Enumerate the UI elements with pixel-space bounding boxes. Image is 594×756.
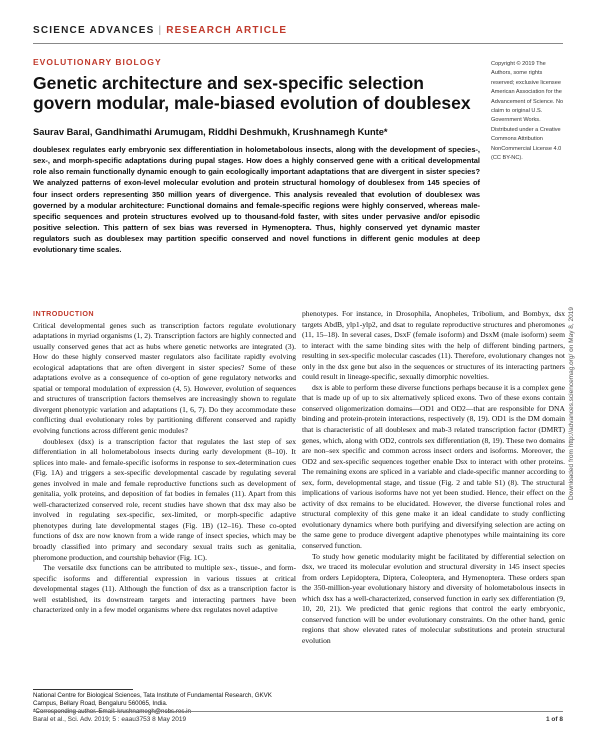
category-label: EVOLUTIONARY BIOLOGY	[33, 57, 162, 67]
copyright-notice: Copyright © 2019 The Authors, some rights reserved; exclusive licensee American Association for the Advancement of Science. No claim to original U.S. Government Works. Distributed under a Creative Commons Attribution NonCommercial License 4.0 (CC BY-NC).	[491, 61, 564, 162]
article-title: Genetic architecture and sex-specific selection govern modular, male-biased evolution of doublesex	[33, 73, 471, 113]
affiliation-block	[33, 692, 296, 717]
left-column	[33, 309, 296, 616]
journal-name: SCIENCE ADVANCES	[33, 25, 155, 36]
affiliation: National Centre for Biological Sciences, Tata Institute of Fundamental Research, GKVK Campus, Bellary Road, Bengaluru 560065, India.	[33, 692, 272, 708]
journal-header	[33, 25, 287, 36]
footer-citation: Baral et al., Sci. Adv. 2019; 5 : eaau3753 8 May 2019	[33, 716, 187, 723]
author-list: Saurav Baral, Gandhimathi Arumugam, Riddhi Deshmukh, Krushnamegh Kunte*	[33, 127, 388, 137]
header-rule	[33, 43, 563, 44]
paragraph: phenotypes. For instance, in Drosophila, Anopheles, Tribolium, and Bombyx, dsx targets AbdB, ylp1-ylp2, and dsat to regulate reproductive structures and pheromones (11, 15–18). In several cases, DsxF (female isoform) and DsxM (male isoform) seem to interact with the same binding sites with the help of different binding partners, resulting in sex-specific molecular cascades (11). Therefore, evolutionary changes not only in the dsx gene but also in the sequences or structures of its interacting partners could result in lineage-specific, sexually dimorphic novelties.	[302, 309, 565, 382]
affiliation-rule	[33, 689, 133, 690]
paragraph: dsx is able to perform these diverse functions perhaps because it is a complex gene that is made up of up to six alternatively spliced exons. Two of these exons contain conserved oligomerization domains—OD1 and OD2—that are responsible for DNA binding and protein-protein interactions, respectively (8, 19). OD1 is the DM domain that is characteristic of all doublesex and mab-3 related transcription factor (DMRT) genes, which, along with OD2, controls sex differentiation (8, 19). These two domains are non–sex specific and common across insect orders and isoforms. Moreover, the OD2 and sex-specific sequences together enable Dsx to interact with other proteins. The remaining exons are spliced in a variable and clade-specific manner according to sex, form, developmental stage, and tissue (Fig. 2 and table S1) (8). The structural implications of various isoforms have not yet been studied. Hence, their effect on the activity of dsx remains to be elucidated. However, the diverse functional roles and structural complexity of this gene make it an ideal candidate to study conflicting evolutionary dynamics where both purifying and diversifying selection are acting on the same gene to produce divergent adaptive phenotypes while maintaining its core conserved function.	[302, 382, 565, 551]
paragraph: doublesex (dsx) is a transcription factor that regulates the last step of sex differentiation in all holometabolous insects during early development (8–10). It splices into male- and female-specific isoforms in response to sex-determination cues (Fig. 1A) and triggers a sex-specific developmental cascade by regulating several genes involved in male and female reproductive functions such as development of genitalia, yolk proteins, and deposition of fat bodies in females (11). Apart from this well-characterized conserved role, recent studies have shown that dsx may also be involved in regulating sex-specific, sex-limited, or morph-specific adaptive phenotypes during late developmental stages (Fig. 1B) (12–16). These co-opted functions of dsx are now known from a wide range of insect species, which may be broadly classified into primary and secondary sexual traits such as genitalia, pheromone production, and courtship behavior (Fig. 1C).	[33, 436, 296, 562]
paragraph: To study how genetic modularity might be facilitated by differential selection on dsx, we traced its molecular evolution and structural diversity in 145 insect species from orders Lepidoptera, Diptera, Coleoptera, and Hymenoptera. These orders span the 350-million-year evolutionary history and diversity of holometabolous insects in which dsx has a well-characterized, conserved function in early sex differentiation (9, 10, 20, 21). We predicted that genic regions that control the early embryonic, conserved function will be under evolutionary constraints. On the other hand, genic regions that show elevated rates of molecular substitutions and protein structural evolution	[302, 551, 565, 645]
article-section: RESEARCH ARTICLE	[166, 25, 288, 36]
footer-rule	[33, 711, 563, 712]
header-divider: |	[158, 25, 163, 36]
intro-heading: INTRODUCTION	[33, 309, 95, 318]
page-number: 1 of 8	[546, 716, 563, 723]
paragraph: Critical developmental genes such as transcription factors regulate evolutionary adaptations in myriad organisms (1, 2). Transcription factors are highly connected and usually conserved genes that act as hubs where genetic networks are integrated (3). How do these highly conserved master regulators also facilitate rapidly evolving ecological adaptations that are often divergent in sister species? Some of these adaptations evolve as a consequence of co-option of gene regulatory networks and spatial or temporal modulation of expression (4, 5). However, evolution of sequences and structures of transcription factors themselves are increasingly shown to regulate divergent phenotypic variation and adaptations (1, 6, 7). Do they accommodate these conflicting dual evolutionary roles by partitioning different conserved and rapidly evolving functions across different genic modules?	[33, 320, 296, 436]
paragraph: The versatile dsx functions can be attributed to multiple sex-, tissue-, and form-specific isoforms and differential expression in various tissues at critical developmental stages (11). Although the function of dsx as a transcription factor is well established, its downstream targets and interacting partners have been characterized only in a few model organisms where dsx regulates novel adaptive	[33, 563, 296, 615]
right-column	[302, 309, 565, 647]
abstract: doublesex regulates early embryonic sex differentiation in holometabolous insects, along with the development of species-, sex-, and morph-specific adaptations during pupal stages. How does a highly conserved gene with a critical developmental role also remain functionally dynamic enough to gain ecologically important adaptations that are divergent in sister species? We analyzed patterns of exon-level molecular evolution and protein structural homology of doublesex from 145 species of four insect orders representing 350 million years of divergence. This analysis revealed that evolution of doublesex was governed by a modular architecture: Functional domains and female-specific regions were highly conserved, whereas male-specific sequences and protein structures evolved up to thousand-fold faster, with sites under pervasive and/or episodic positive selection. This pattern of sex bias was reversed in Hymenoptera. Thus, highly conserved yet dynamic master regulators such as doublesex may partition specific conserved and novel functions in different genic modules at deep evolutionary time scales.	[33, 145, 480, 255]
download-watermark: Downloaded from http://advances.sciencemag.org/ on May 8, 2019	[568, 307, 575, 500]
